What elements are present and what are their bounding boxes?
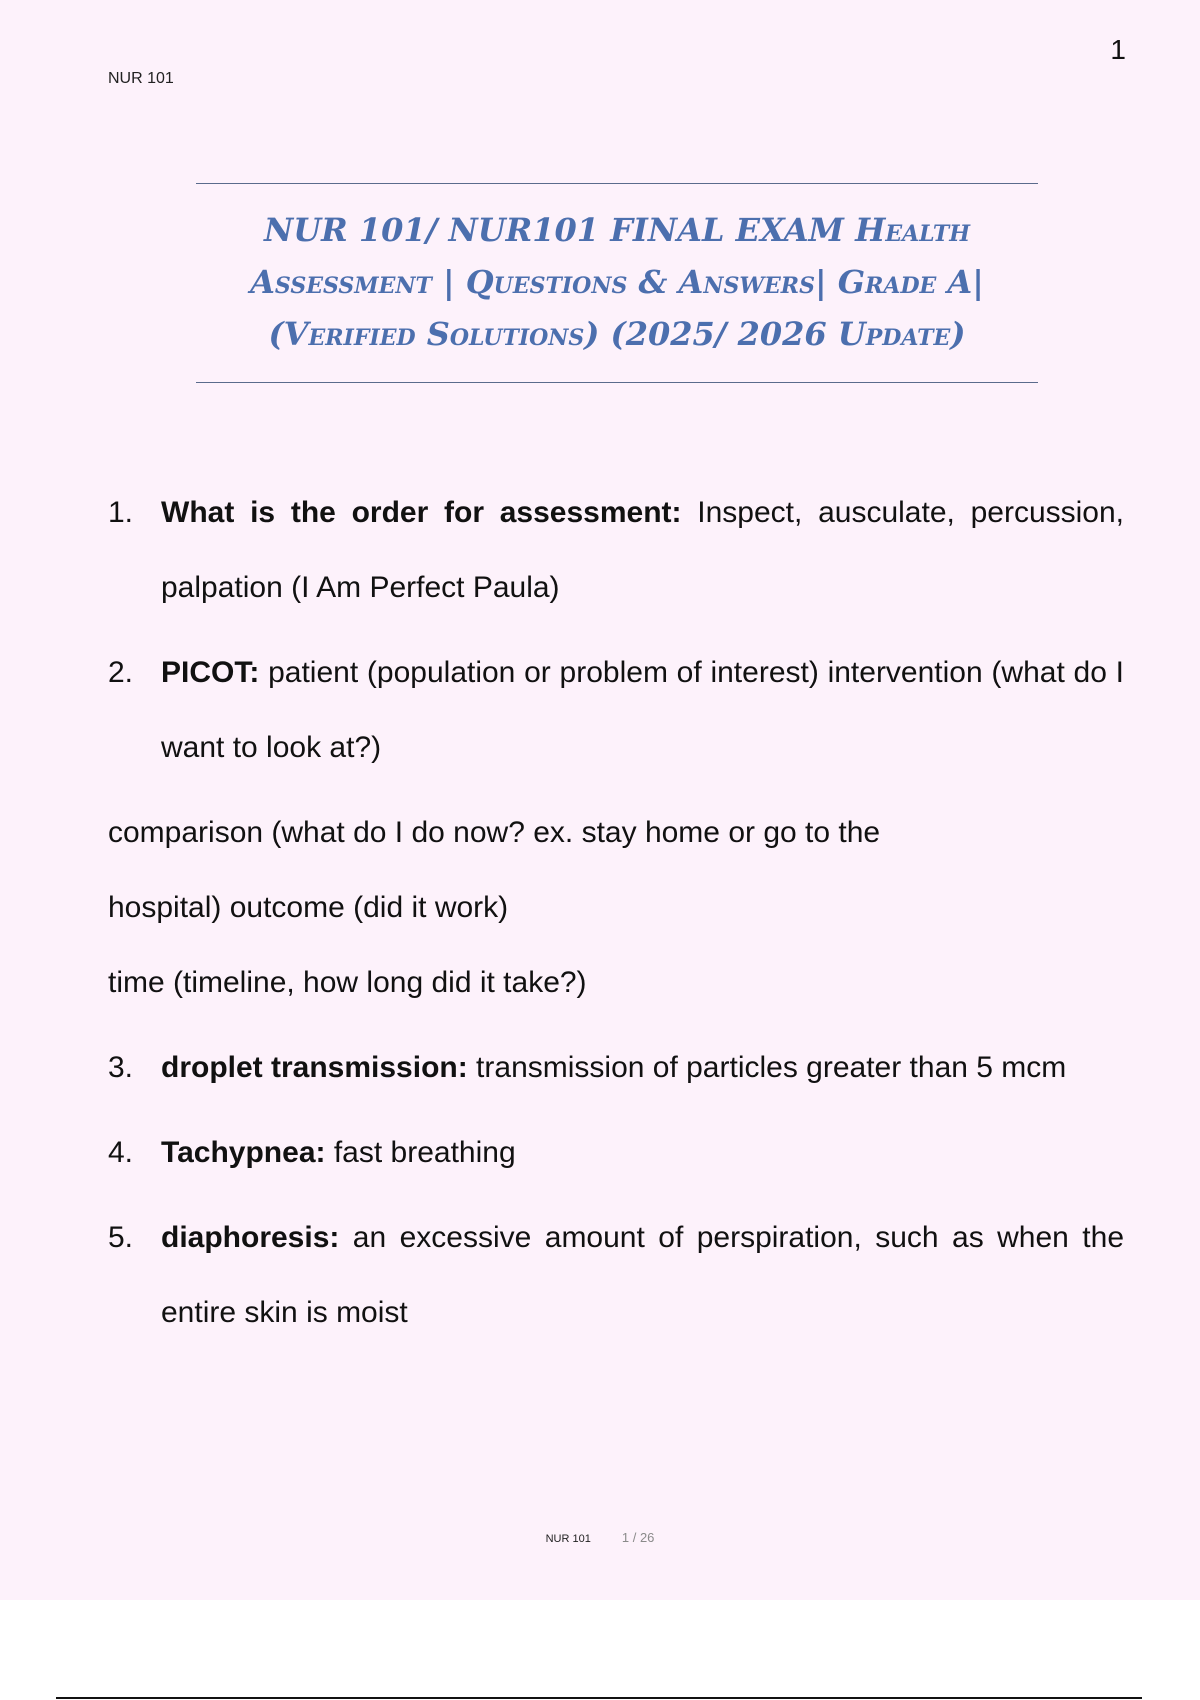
item-term: diaphoresis: <box>161 1221 340 1254</box>
picot-line-comparison: comparison (what do I do now? ex. stay home or go to the <box>108 816 881 849</box>
item-text <box>161 1115 1124 1190</box>
item-term: Tachypnea: <box>161 1136 326 1169</box>
list-item <box>108 1200 1124 1350</box>
qa-list <box>108 475 1124 1360</box>
item-number: 3. <box>108 1051 134 1084</box>
title-line-1: NUR 101/ NUR101 FINAL EXAM Health <box>264 211 970 249</box>
item-answer: fast breathing <box>325 1136 516 1169</box>
item-answer: patient (population or problem of interest) intervention (what do I want to look at?) <box>161 656 1124 764</box>
picot-line-outcome: hospital) outcome (did it work) <box>108 891 509 924</box>
picot-line-time: time (timeline, how long did it take?) <box>108 966 587 999</box>
item-term: droplet transmission: <box>161 1051 468 1084</box>
picot-continuation <box>108 795 1124 1020</box>
item-text <box>161 1030 1124 1105</box>
item-answer: an excessive amount of perspiration, such as when the entire skin is moist <box>161 1221 1124 1329</box>
item-number: 1. <box>108 496 134 529</box>
document-title <box>196 204 1038 360</box>
title-line-3: (Verified Solutions) (2025/ 2026 Update) <box>268 315 966 353</box>
item-number: 5. <box>108 1221 134 1254</box>
page-footer <box>0 1530 1200 1545</box>
item-number: 4. <box>108 1136 134 1169</box>
list-item <box>108 635 1124 785</box>
title-block <box>196 183 1038 383</box>
item-term: PICOT: <box>161 656 260 689</box>
footer-course-label: NUR 101 <box>545 1533 591 1545</box>
list-item <box>108 475 1124 625</box>
list-item <box>108 1115 1124 1190</box>
item-answer: transmission of particles greater than 5 mcm <box>467 1051 1067 1084</box>
item-text <box>161 635 1124 785</box>
bottom-divider <box>56 1697 1142 1699</box>
item-term: What is the order for assessment: <box>161 496 682 529</box>
title-line-2: Assessment | Questions & Answers| Grade A| <box>250 263 984 301</box>
item-text <box>161 1200 1124 1350</box>
page-number: 1 <box>1110 34 1126 65</box>
list-item <box>108 1030 1124 1105</box>
header-course-label: NUR 101 <box>108 70 174 87</box>
item-number: 2. <box>108 656 134 689</box>
item-text <box>161 475 1124 625</box>
footer-page-indicator: 1 / 26 <box>621 1530 655 1545</box>
item-answer: Inspect, ausculate, percussion, palpation (I Am Perfect Paula) <box>161 496 1125 604</box>
